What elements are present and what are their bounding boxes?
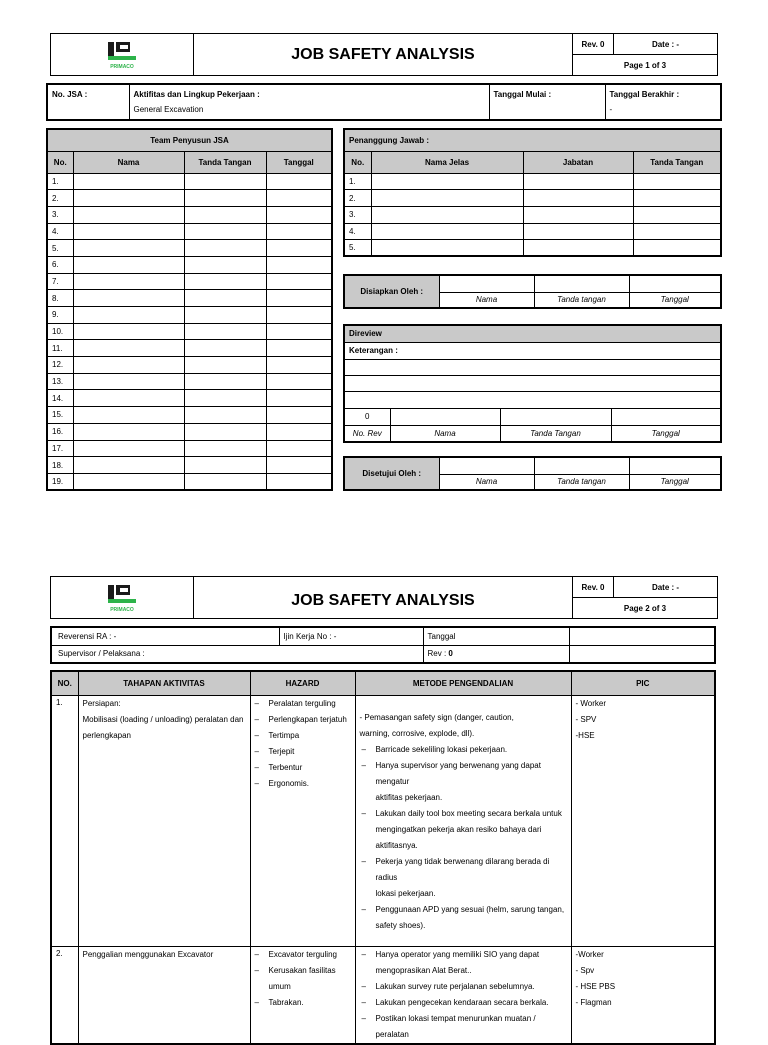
responsible-row <box>344 206 721 223</box>
responsible-row-number: 5. <box>344 240 371 257</box>
approved-by-label: Disetujui Oleh : <box>344 457 439 490</box>
team-cell[interactable] <box>184 307 266 324</box>
team-row <box>47 290 332 307</box>
team-cell[interactable] <box>73 323 184 340</box>
review-signature-col: Tanda Tangan <box>500 425 611 442</box>
row-methods <box>355 946 571 1044</box>
team-cell[interactable] <box>184 240 266 257</box>
hazard-item: – Terbentur <box>253 760 353 776</box>
responsible-row-number: 2. <box>344 190 371 207</box>
responsible-row-number: 4. <box>344 223 371 240</box>
method-item: – Barricade sekeliling lokasi pekerjaan. <box>360 742 567 758</box>
team-row-number: 12. <box>47 357 73 374</box>
hazard-item: – Tabrakan. <box>253 995 353 1011</box>
team-cell[interactable] <box>266 390 332 407</box>
responsible-cell[interactable] <box>523 173 633 190</box>
team-row <box>47 373 332 390</box>
review-name-col: Nama <box>390 425 500 442</box>
team-cell[interactable] <box>73 340 184 357</box>
responsible-header-name: Nama Jelas <box>371 151 523 173</box>
team-row <box>47 173 332 190</box>
team-row-number: 18. <box>47 457 73 474</box>
team-row <box>47 340 332 357</box>
review-rev-value: 0 <box>344 408 390 425</box>
team-row-number: 15. <box>47 407 73 424</box>
prepared-name-col: Nama <box>439 292 534 308</box>
team-row-number: 17. <box>47 440 73 457</box>
responsible-cell[interactable] <box>633 173 721 190</box>
activity-line: Penggalian menggunakan Excavator <box>82 949 214 959</box>
header-no: NO. <box>51 671 78 695</box>
responsible-cell[interactable] <box>371 206 523 223</box>
team-title: Team Penyusun JSA <box>47 129 332 151</box>
team-row <box>47 357 332 374</box>
row-activity <box>78 695 250 946</box>
permit-number: Ijin Kerja No : - <box>279 627 423 645</box>
team-header-signature: Tanda Tangan <box>184 151 266 173</box>
responsible-header-signature: Tanda Tangan <box>633 151 721 173</box>
method-item: – Hanya operator yang memiliki SIO yang dapat mengoprasikan Alat Berat.. <box>360 947 567 979</box>
end-date-label: Tanggal Berakhir : <box>609 90 680 99</box>
team-cell[interactable] <box>266 423 332 440</box>
team-cell[interactable] <box>266 457 332 474</box>
team-cell[interactable] <box>184 290 266 307</box>
rev-label: Rev. 0 <box>573 34 614 55</box>
team-cell[interactable] <box>184 407 266 424</box>
team-row <box>47 223 332 240</box>
team-row <box>47 390 332 407</box>
pic-item: - HSE PBS <box>575 981 616 991</box>
primaco-logo <box>51 577 193 618</box>
responsible-cell[interactable] <box>523 240 633 257</box>
team-row-number: 8. <box>47 290 73 307</box>
row-activity <box>78 946 250 1044</box>
row-no: 2. <box>51 946 78 1044</box>
start-date-label: Tanggal Mulai : <box>489 84 605 120</box>
responsible-cell[interactable] <box>371 190 523 207</box>
table-row <box>51 946 715 1044</box>
team-row-number: 9. <box>47 307 73 324</box>
responsible-header-no: No. <box>344 151 371 173</box>
method-item: – Hanya supervisor yang berwenang yang dapat mengatur aktifitas pekerjaan. <box>360 758 567 806</box>
team-cell[interactable] <box>73 173 184 190</box>
hazard-item: – Tertimpa <box>253 728 353 744</box>
date-label: Date : - <box>614 34 718 55</box>
team-cell[interactable] <box>184 323 266 340</box>
jsa-info-bar <box>46 83 722 121</box>
team-row-number: 1. <box>47 173 73 190</box>
responsible-cell[interactable] <box>633 223 721 240</box>
header-pic: PIC <box>571 671 715 695</box>
responsible-cell[interactable] <box>523 190 633 207</box>
primaco-logo-icon <box>102 583 142 607</box>
ra-reference: Reverensi RA : - <box>51 627 279 645</box>
team-cell[interactable] <box>184 256 266 273</box>
team-cell[interactable] <box>184 423 266 440</box>
hazard-item: – Excavator terguling <box>253 947 353 963</box>
responsible-header-position: Jabatan <box>523 151 633 173</box>
team-row <box>47 240 332 257</box>
prepared-by-label: Disiapkan Oleh : <box>344 275 439 308</box>
team-cell[interactable] <box>266 473 332 490</box>
team-header-name: Nama <box>73 151 184 173</box>
responsible-cell[interactable] <box>371 223 523 240</box>
team-cell[interactable] <box>184 457 266 474</box>
team-cell[interactable] <box>73 423 184 440</box>
responsible-cell[interactable] <box>523 206 633 223</box>
team-cell[interactable] <box>73 407 184 424</box>
team-cell[interactable] <box>184 173 266 190</box>
logo-cell <box>51 34 194 76</box>
responsible-row-number: 3. <box>344 206 371 223</box>
approved-name-col: Nama <box>439 474 534 490</box>
team-row-number: 19. <box>47 473 73 490</box>
activity-line: Mobilisasi (loading / unloading) peralatan dan <box>82 714 244 724</box>
team-row <box>47 190 332 207</box>
method-item: – Lakukan survey rute perjalanan sebelumnya. <box>360 979 567 995</box>
activity-table <box>50 670 716 1045</box>
team-cell[interactable] <box>266 223 332 240</box>
team-cell[interactable] <box>266 407 332 424</box>
page-title: JOB SAFETY ANALYSIS <box>194 577 573 619</box>
method-intro-line: warning, corrosive, explode, dll). <box>359 728 475 738</box>
team-cell[interactable] <box>73 223 184 240</box>
header-hazard: HAZARD <box>250 671 355 695</box>
team-cell[interactable] <box>73 256 184 273</box>
activity-label: Aktifitas dan Lingkup Pekerjaan : <box>133 90 260 99</box>
method-item: – Lakukan daily tool box meeting secara berkala untuk mengingatkan pekerja akan resiko bahaya dari aktifitasnya. <box>360 806 567 854</box>
page2-meta <box>50 626 716 664</box>
hazard-item: – Terjepit <box>253 744 353 760</box>
team-row <box>47 440 332 457</box>
team-row <box>47 423 332 440</box>
hazard-item: – Perlengkapan terjatuh <box>253 712 353 728</box>
team-cell[interactable] <box>184 340 266 357</box>
pic-item: - Flagman <box>575 997 612 1007</box>
team-cell[interactable] <box>73 206 184 223</box>
table-row <box>51 695 715 946</box>
method-item: – Postikan lokasi tempat menurunkan muatan / peralatan <box>360 1011 567 1043</box>
team-row <box>47 323 332 340</box>
end-date-value: - <box>609 105 613 114</box>
team-cell[interactable] <box>266 173 332 190</box>
rev-label: Rev. 0 <box>573 577 614 598</box>
team-cell[interactable] <box>184 390 266 407</box>
row-pic <box>571 946 715 1044</box>
responsible-row-number: 1. <box>344 173 371 190</box>
page1-header <box>50 33 718 76</box>
supervisor-label: Supervisor / Pelaksana : <box>51 645 423 663</box>
page-title: JOB SAFETY ANALYSIS <box>194 34 573 76</box>
header-activity: TAHAPAN AKTIVITAS <box>78 671 250 695</box>
team-cell[interactable] <box>73 373 184 390</box>
meta-rev <box>423 645 569 663</box>
team-row-number: 11. <box>47 340 73 357</box>
team-cell[interactable] <box>73 473 184 490</box>
team-cell[interactable] <box>73 357 184 374</box>
page-number: Page 2 of 3 <box>573 598 718 619</box>
prepared-signature-col: Tanda tangan <box>534 292 629 308</box>
team-row-number: 5. <box>47 240 73 257</box>
team-cell[interactable] <box>266 373 332 390</box>
team-cell[interactable] <box>266 340 332 357</box>
primaco-logo <box>51 34 193 75</box>
team-cell[interactable] <box>266 206 332 223</box>
responsible-table <box>343 128 722 257</box>
team-row <box>47 307 332 324</box>
responsible-title: Penanggung Jawab : <box>344 129 721 151</box>
team-cell[interactable] <box>184 473 266 490</box>
team-cell[interactable] <box>73 190 184 207</box>
team-cell[interactable] <box>266 440 332 457</box>
method-item: – Pekerja yang tidak berwenang dilarang berada di radius lokasi pekerjaan. <box>360 854 567 902</box>
logo-cell <box>51 577 194 619</box>
prepared-date-col: Tanggal <box>629 292 721 308</box>
responsible-cell[interactable] <box>633 240 721 257</box>
responsible-row <box>344 240 721 257</box>
team-cell[interactable] <box>184 190 266 207</box>
team-row <box>47 273 332 290</box>
approved-by-box <box>343 456 722 491</box>
team-cell[interactable] <box>266 323 332 340</box>
team-row-number: 6. <box>47 256 73 273</box>
jsa-no-label: No. JSA : <box>47 84 129 120</box>
team-row-number: 13. <box>47 373 73 390</box>
row-hazards <box>250 695 355 946</box>
approved-signature-col: Tanda tangan <box>534 474 629 490</box>
team-row <box>47 407 332 424</box>
responsible-cell[interactable] <box>371 173 523 190</box>
activity-line: perlengkapan <box>82 730 131 740</box>
team-cell[interactable] <box>184 273 266 290</box>
hazard-item: – Peralatan terguling <box>253 696 353 712</box>
team-row-number: 10. <box>47 323 73 340</box>
team-row-number: 14. <box>47 390 73 407</box>
team-header-date: Tanggal <box>266 151 332 173</box>
team-row <box>47 457 332 474</box>
team-cell[interactable] <box>73 307 184 324</box>
row-hazards <box>250 946 355 1044</box>
team-cell[interactable] <box>184 440 266 457</box>
team-cell[interactable] <box>73 290 184 307</box>
team-cell[interactable] <box>266 273 332 290</box>
row-no: 1. <box>51 695 78 946</box>
responsible-row <box>344 190 721 207</box>
team-table <box>46 128 333 491</box>
pic-item: -HSE <box>575 730 595 740</box>
page2-header <box>50 576 718 619</box>
logo-text: PRIMACO <box>110 606 134 613</box>
hazard-item: – Kerusakan fasilitas umum <box>253 963 353 995</box>
team-cell[interactable] <box>73 457 184 474</box>
team-cell[interactable] <box>184 357 266 374</box>
team-cell[interactable] <box>266 290 332 307</box>
responsible-cell[interactable] <box>633 206 721 223</box>
team-cell[interactable] <box>73 390 184 407</box>
date-label: Date : - <box>614 577 718 598</box>
approved-date-col: Tanggal <box>629 474 721 490</box>
responsible-cell[interactable] <box>523 223 633 240</box>
team-row-number: 16. <box>47 423 73 440</box>
review-title: Direview <box>344 325 721 342</box>
team-row-number: 4. <box>47 223 73 240</box>
pic-item: - Worker <box>575 698 607 708</box>
row-methods <box>355 695 571 946</box>
team-cell[interactable] <box>266 357 332 374</box>
team-row <box>47 256 332 273</box>
team-row-number: 3. <box>47 206 73 223</box>
team-cell[interactable] <box>73 440 184 457</box>
meta-date: Tanggal <box>423 627 569 645</box>
review-rev-col: No. Rev <box>344 425 390 442</box>
review-note-label: Keterangan : <box>344 342 721 359</box>
header-method: METODE PENGENDALIAN <box>355 671 571 695</box>
method-intro-line: - Pemasangan safety sign (danger, caution, <box>359 712 514 722</box>
responsible-cell[interactable] <box>633 190 721 207</box>
activity-line: Persiapan: <box>82 698 121 708</box>
team-cell[interactable] <box>266 190 332 207</box>
team-row-number: 2. <box>47 190 73 207</box>
team-cell[interactable] <box>266 256 332 273</box>
logo-text: PRIMACO <box>110 63 134 70</box>
team-cell[interactable] <box>184 373 266 390</box>
team-row <box>47 206 332 223</box>
team-header-no: No. <box>47 151 73 173</box>
method-item: – Penggunaan APD yang sesuai (helm, sarung tangan, safety shoes). <box>360 902 567 934</box>
primaco-logo-icon <box>102 40 142 64</box>
team-row <box>47 473 332 490</box>
team-cell[interactable] <box>266 307 332 324</box>
pic-item: - Spv <box>575 965 595 975</box>
team-cell[interactable] <box>73 273 184 290</box>
team-cell[interactable] <box>184 206 266 223</box>
team-row-number: 7. <box>47 273 73 290</box>
team-cell[interactable] <box>73 240 184 257</box>
prepared-by-box <box>343 274 722 309</box>
responsible-row <box>344 173 721 190</box>
hazard-item: – Ergonomis. <box>253 776 353 792</box>
pic-item: -Worker <box>575 949 604 959</box>
row-pic <box>571 695 715 946</box>
team-cell[interactable] <box>266 240 332 257</box>
review-date-col: Tanggal <box>611 425 721 442</box>
pic-item: - SPV <box>575 714 597 724</box>
responsible-row <box>344 223 721 240</box>
team-cell[interactable] <box>184 223 266 240</box>
responsible-cell[interactable] <box>371 240 523 257</box>
activity-value: General Excavation <box>133 105 204 114</box>
page-number: Page 1 of 3 <box>573 55 718 76</box>
meta-rev-value: 0 <box>448 649 453 659</box>
meta-rev-label: Rev : <box>427 649 449 659</box>
method-item: – Lakukan pengecekan kendaraan secara berkala. <box>360 995 567 1011</box>
review-box <box>343 324 722 443</box>
